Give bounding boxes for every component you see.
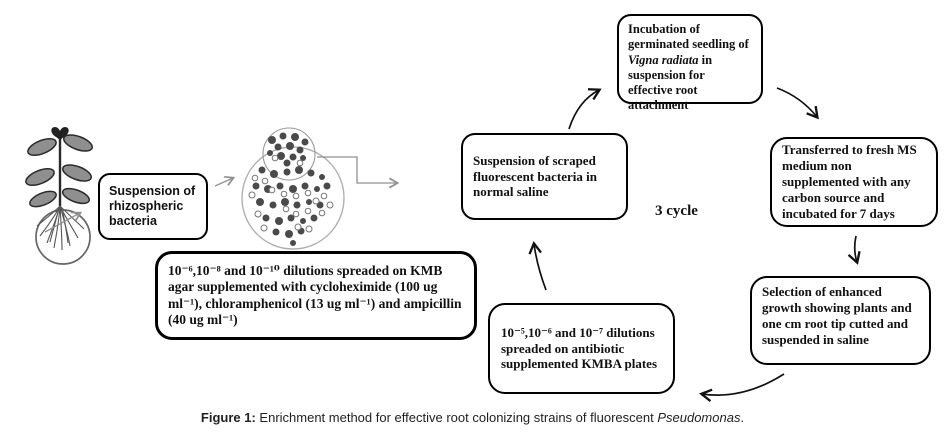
box-kmb-dilutions-text: 10⁻⁶,10⁻⁸ and 10⁻¹⁰ dilutions spreaded on KMB agar supplemented with cycloheximide (100 ug ml⁻¹), chloramphenicol (13 ug ml⁻¹) and ampicillin (40 ug ml⁻¹)	[168, 262, 462, 327]
incubation-text-pre: Incubation of germinated seedling of	[628, 22, 749, 52]
cycle-count-label: 3 cycle	[655, 203, 698, 219]
figure-caption	[0, 410, 945, 425]
arrow-incubation-to-transferred	[777, 88, 817, 117]
arrow-rhizospheric-to-petri	[215, 178, 233, 186]
seedling-with-root-ball-icon	[24, 127, 95, 264]
box-kmba-dilutions-text: 10⁻⁵,10⁻⁶ and 10⁻⁷ dilutions spreaded on antibiotic supplemented KMBA plates	[501, 324, 658, 372]
box-rhizospheric-suspension	[98, 173, 208, 240]
incubation-text-post: in suspension for effective root attachment	[628, 52, 713, 113]
arrow-selection-to-kmba	[702, 374, 784, 395]
box-scraped-suspension	[461, 133, 628, 220]
box-selection-enhanced-growth	[750, 276, 931, 365]
arrow-transferred-to-selection	[855, 236, 857, 262]
box-selection-enhanced-growth-text: Selection of enhanced growth showing plants and one cm root tip cutted and suspended in saline	[762, 284, 912, 347]
figure-caption-suffix: .	[740, 410, 745, 425]
box-transferred-ms-medium-text: Transferred to fresh MS medium non supplemented with any carbon source and incubated for 7 days	[782, 142, 917, 221]
arrow-kmba-to-scraped	[534, 244, 546, 290]
petri-dish-colonies-icon	[242, 128, 344, 249]
figure-caption-species: Pseudomonas	[657, 410, 741, 425]
incubation-species-name: Vigna radiata	[628, 52, 699, 67]
figure-caption-label: Figure 1:	[200, 410, 256, 425]
box-incubation-seedling-text	[628, 22, 752, 114]
box-kmb-dilutions	[155, 251, 477, 340]
box-rhizospheric-suspension-text: Suspension of rhizospheric bacteria	[109, 183, 196, 229]
arrow-scraped-to-incubation	[569, 90, 599, 129]
figure-caption-body: Enrichment method for effective root colonizing strains of fluorescent	[255, 410, 658, 425]
box-kmba-dilutions	[488, 303, 675, 394]
box-scraped-suspension-text: Suspension of scraped fluorescent bacteria in normal saline	[473, 152, 597, 200]
box-incubation-seedling	[617, 14, 763, 113]
box-transferred-ms-medium	[770, 137, 938, 227]
